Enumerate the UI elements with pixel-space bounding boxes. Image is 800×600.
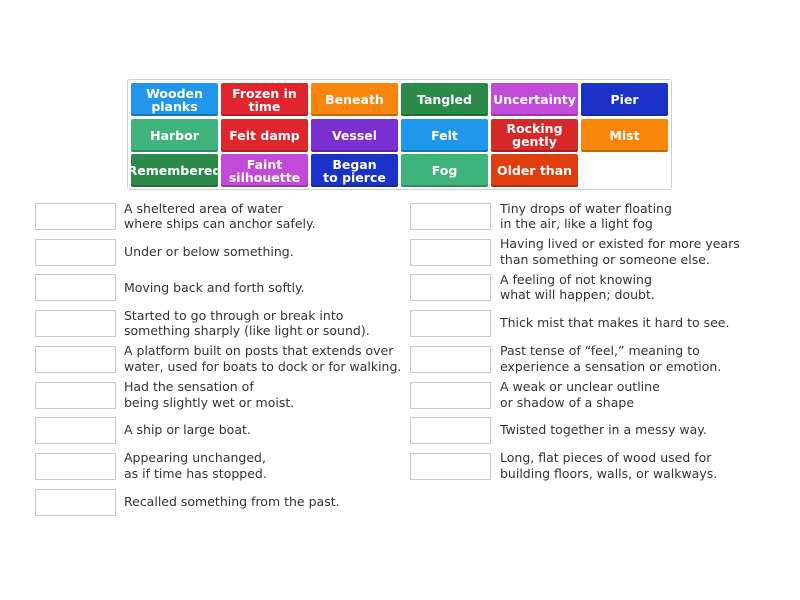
answer-slot[interactable] [35,489,116,516]
word-tile[interactable]: Tangled [401,83,488,116]
clue-text: Appearing unchanged, as if time has stopped. [124,450,267,481]
word-tile[interactable]: Wooden planks [131,83,218,116]
word-tile[interactable]: Mist [581,119,668,152]
answer-slot[interactable] [410,382,491,409]
answer-slot[interactable] [410,203,491,230]
clue-text: Tiny drops of water floating in the air, like a light fog [500,200,672,231]
word-tile[interactable]: Frozen in time [221,83,308,116]
clue-text: Recalled something from the past. [124,493,340,509]
answer-slot[interactable] [410,417,491,444]
word-tile[interactable]: Harbor [131,119,218,152]
clue-text: A sheltered area of water where ships can anchor safely. [124,200,316,231]
word-tile[interactable]: Fog [401,154,488,187]
word-tile[interactable]: Older than [491,154,578,187]
clue-text: Having lived or existed for more years than something or someone else. [500,236,740,267]
answer-slot[interactable] [35,382,116,409]
word-tile[interactable]: Beneath [311,83,398,116]
answer-slot[interactable] [410,310,491,337]
clue-text: Thick mist that makes it hard to see. [500,315,730,331]
answer-slot[interactable] [35,274,116,301]
word-tile[interactable]: Began to pierce [311,154,398,187]
word-tile[interactable]: Vessel [311,119,398,152]
answer-slot[interactable] [35,239,116,266]
word-tile[interactable]: Felt [401,119,488,152]
answer-slot[interactable] [410,274,491,301]
clue-text: A weak or unclear outline or shadow of a shape [500,379,660,410]
answer-slot[interactable] [35,346,116,373]
clue-text: Long, flat pieces of wood used for building floors, walls, or walkways. [500,450,718,481]
clue-text: Moving back and forth softly. [124,279,305,295]
answer-slot[interactable] [35,417,116,444]
word-tile[interactable]: Felt damp [221,119,308,152]
clue-text: Under or below something. [124,243,294,259]
clue-text: Past tense of “feel,” meaning to experience a sensation or emotion. [500,343,722,374]
clue-text: A ship or large boat. [124,422,251,438]
word-tile[interactable]: Faint silhouette [221,154,308,187]
answer-slot[interactable] [410,346,491,373]
answer-slot[interactable] [410,453,491,480]
clue-text: Started to go through or break into something sharply (like light or sound). [124,307,370,339]
word-bank [127,79,672,190]
word-tile[interactable]: Pier [581,83,668,116]
answer-slot[interactable] [35,453,116,480]
clue-text: A feeling of not knowing what will happen; doubt. [500,271,655,303]
clue-text: Twisted together in a messy way. [500,422,707,438]
word-tile[interactable]: Remembered [131,154,218,187]
clue-text: A platform built on posts that extends over water, used for boats to dock or for walking. [124,343,402,374]
clue-text: Had the sensation of being slightly wet or moist. [124,379,295,410]
answer-slot[interactable] [35,203,116,230]
word-tile[interactable]: Uncertainty [491,83,578,116]
answer-slot[interactable] [35,310,116,337]
answer-slot[interactable] [410,239,491,266]
word-tile[interactable]: Rocking gently [491,119,578,152]
